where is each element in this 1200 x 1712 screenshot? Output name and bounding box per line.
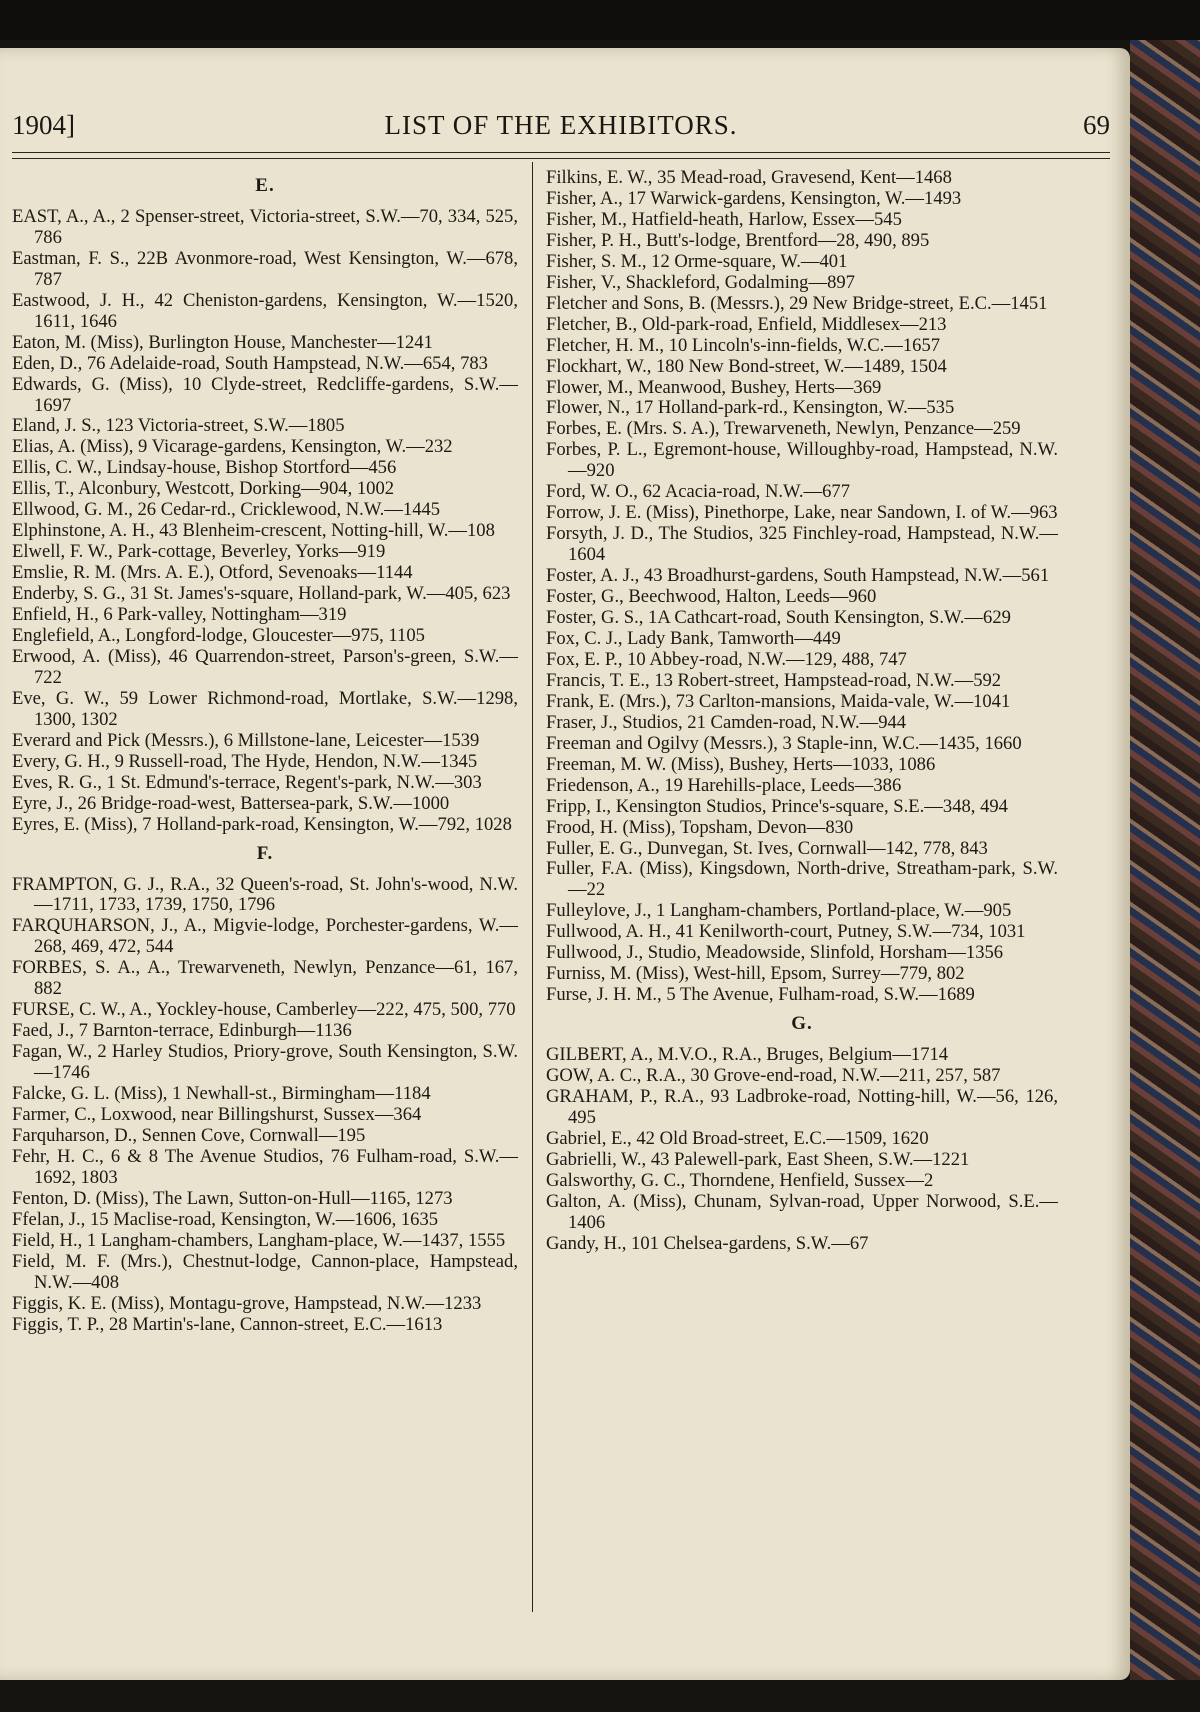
exhibitor-entry: Fuller, E. G., Dunvegan, St. Ives, Cornwall—142, 778, 843	[546, 837, 988, 859]
entries-e	[12, 207, 518, 836]
exhibitor-entry: FRAMPTON, G. J., R.A., 32 Queen's-road, St. John's-wood, N.W.—1711, 1733, 1739, 1750, 1796	[12, 873, 518, 916]
exhibitor-entry: Friedenson, A., 19 Harehills-place, Leeds—386	[546, 774, 902, 796]
right-column	[546, 168, 1058, 1255]
exhibitor-entry: Fullwood, A. H., 41 Kenilworth-court, Putney, S.W.—734, 1031	[546, 921, 1026, 943]
marbled-book-edge	[1130, 40, 1200, 1680]
exhibitor-entry: Ellis, T., Alconbury, Westcott, Dorking—904, 1002	[12, 478, 395, 500]
column-divider	[532, 162, 533, 1612]
exhibitor-entry: Freeman and Ogilvy (Messrs.), 3 Staple-inn, W.C.—1435, 1660	[546, 732, 1022, 754]
exhibitor-entry: Eland, J. S., 123 Victoria-street, S.W.—1805	[12, 415, 345, 437]
exhibitor-entry: GRAHAM, P., R.A., 93 Ladbroke-road, Notting-hill, W.—56, 126, 495	[546, 1085, 1058, 1128]
exhibitor-entry: Filkins, E. W., 35 Mead-road, Gravesend, Kent—1468	[546, 167, 952, 188]
exhibitor-entry: FURSE, C. W., A., Yockley-house, Camberley—222, 475, 500, 770	[12, 999, 516, 1021]
exhibitor-entry: Ellwood, G. M., 26 Cedar-rd., Cricklewood, N.W.—1445	[12, 499, 441, 521]
exhibitor-entry: Gabrielli, W., 43 Palewell-park, East Sheen, S.W.—1221	[546, 1148, 970, 1170]
section-heading-e: E.	[255, 175, 275, 196]
exhibitor-entry: Farquharson, D., Sennen Cove, Cornwall—195	[12, 1124, 366, 1146]
exhibitor-entry: Furniss, M. (Miss), West-hill, Epsom, Surrey—779, 802	[546, 963, 965, 985]
exhibitor-entry: Figgis, K. E. (Miss), Montagu-grove, Hampstead, N.W.—1233	[12, 1292, 482, 1314]
exhibitor-entry: Flockhart, W., 180 New Bond-street, W.—1489, 1504	[546, 355, 947, 377]
exhibitor-entry: Fisher, P. H., Butt's-lodge, Brentford—28, 490, 895	[546, 229, 930, 251]
exhibitor-entry: Flower, M., Meanwood, Bushey, Herts—369	[546, 376, 882, 398]
exhibitor-entry: Fisher, A., 17 Warwick-gardens, Kensington, W.—1493	[546, 187, 962, 209]
exhibitor-entry: Eden, D., 76 Adelaide-road, South Hampstead, N.W.—654, 783	[12, 352, 488, 374]
header-title: LIST OF THE EXHIBITORS.	[384, 110, 738, 140]
exhibitor-entry: Fuller, F.A. (Miss), Kingsdown, North-drive, Streatham-park, S.W.—22	[546, 858, 1058, 901]
exhibitor-entry: Faed, J., 7 Barnton-terrace, Edinburgh—1136	[12, 1020, 352, 1042]
exhibitor-entry: Ford, W. O., 62 Acacia-road, N.W.—677	[546, 481, 850, 503]
exhibitor-entry: FORBES, S. A., A., Trewarveneth, Newlyn, Penzance—61, 167, 882	[12, 957, 518, 1000]
exhibitor-entry: Fox, E. P., 10 Abbey-road, N.W.—129, 488, 747	[546, 648, 907, 670]
exhibitor-entry: Fulleylove, J., 1 Langham-chambers, Portland-place, W.—905	[546, 900, 1012, 922]
exhibitor-entry: Eyres, E. (Miss), 7 Holland-park-road, Kensington, W.—792, 1028	[12, 813, 512, 835]
exhibitor-entry: GILBERT, A., M.V.O., R.A., Bruges, Belgium—1714	[546, 1044, 949, 1066]
section-heading-g: G.	[791, 1013, 813, 1035]
exhibitor-entry: Francis, T. E., 13 Robert-street, Hampstead-road, N.W.—592	[546, 669, 1002, 691]
exhibitor-entry: Furse, J. H. M., 5 The Avenue, Fulham-road, S.W.—1689	[546, 984, 975, 1006]
exhibitor-entry: Forbes, P. L., Egremont-house, Willoughby-road, Hampstead, N.W.—920	[546, 439, 1058, 482]
header-year: 1904]	[12, 110, 75, 140]
exhibitor-entry: GOW, A. C., R.A., 30 Grove-end-road, N.W.—211, 257, 587	[546, 1065, 1001, 1087]
exhibitor-entry: Ffelan, J., 15 Maclise-road, Kensington, W.—1606, 1635	[12, 1208, 439, 1230]
exhibitor-entry: Farmer, C., Loxwood, near Billingshurst, Sussex—364	[12, 1103, 422, 1125]
exhibitor-entry: Galton, A. (Miss), Chunam, Sylvan-road, Upper Norwood, S.E.—1406	[546, 1190, 1058, 1233]
exhibitor-entry: Falcke, G. L. (Miss), 1 Newhall-st., Birmingham—1184	[12, 1083, 431, 1105]
exhibitor-entry: Fagan, W., 2 Harley Studios, Priory-grove, South Kensington, S.W.—1746	[12, 1041, 518, 1084]
exhibitor-entry: Field, M. F. (Mrs.), Chestnut-lodge, Cannon-place, Hampstead, N.W.—408	[12, 1250, 518, 1293]
exhibitor-entry: Fox, C. J., Lady Bank, Tamworth—449	[546, 627, 841, 649]
book-page	[0, 48, 1130, 1680]
entries-g	[546, 1045, 1058, 1255]
exhibitor-entry: Fletcher, H. M., 10 Lincoln's-inn-fields, W.C.—1657	[546, 334, 941, 356]
exhibitor-entry: Enderby, S. G., 31 St. James's-square, Holland-park, W.—405, 623	[12, 583, 511, 605]
section-heading-f: F.	[256, 842, 274, 864]
header-rule-secondary	[12, 158, 1110, 159]
exhibitor-entry: Foster, G. S., 1A Cathcart-road, South Kensington, S.W.—629	[546, 607, 1011, 629]
exhibitor-entry: Flower, N., 17 Holland-park-rd., Kensington, W.—535	[546, 397, 955, 419]
exhibitor-entry: Forrow, J. E. (Miss), Pinethorpe, Lake, near Sandown, I. of W.—963	[546, 502, 1058, 524]
exhibitor-entry: FARQUHARSON, J., A., Migvie-lodge, Porchester-gardens, W.—268, 469, 472, 544	[12, 915, 518, 958]
exhibitor-entry: EAST, A., A., 2 Spenser-street, Victoria-street, S.W.—70, 334, 525, 786	[12, 205, 518, 248]
exhibitor-entry: Enfield, H., 6 Park-valley, Nottingham—319	[12, 604, 347, 626]
exhibitor-entry: Forbes, E. (Mrs. S. A.), Trewarveneth, Newlyn, Penzance—259	[546, 418, 1021, 440]
exhibitor-entry: Fullwood, J., Studio, Meadowside, Slinfold, Horsham—1356	[546, 942, 1004, 964]
exhibitor-entry: Fripp, I., Kensington Studios, Prince's-square, S.E.—348, 494	[546, 795, 1008, 817]
exhibitor-entry: Englefield, A., Longford-lodge, Gloucester—975, 1105	[12, 625, 425, 647]
exhibitor-entry: Foster, A. J., 43 Broadhurst-gardens, South Hampstead, N.W.—561	[546, 565, 1050, 587]
exhibitor-entry: Fletcher, B., Old-park-road, Enfield, Middlesex—213	[546, 313, 947, 335]
entries-f	[12, 875, 518, 1336]
exhibitor-entry: Edwards, G. (Miss), 10 Clyde-street, Redcliffe-gardens, S.W.—1697	[12, 373, 518, 416]
exhibitor-entry: Elphinstone, A. H., 43 Blenheim-crescent, Notting-hill, W.—108	[12, 520, 495, 542]
exhibitor-entry: Erwood, A. (Miss), 46 Quarrendon-street, Parson's-green, S.W.—722	[12, 645, 518, 688]
exhibitor-entry: Elwell, F. W., Park-cottage, Beverley, Yorks—919	[12, 541, 386, 563]
exhibitor-entry: Field, H., 1 Langham-chambers, Langham-place, W.—1437, 1555	[12, 1229, 506, 1251]
exhibitor-entry: Eastman, F. S., 22B Avonmore-road, West Kensington, W.—678, 787	[12, 247, 518, 290]
exhibitor-entry: Ellis, C. W., Lindsay-house, Bishop Stortford—456	[12, 457, 397, 479]
exhibitor-entry: Eaton, M. (Miss), Burlington House, Manchester—1241	[12, 331, 433, 353]
exhibitor-entry: Fisher, S. M., 12 Orme-square, W.—401	[546, 250, 848, 272]
background-top	[0, 0, 1200, 40]
exhibitor-entry: Gabriel, E., 42 Old Broad-street, E.C.—1509, 1620	[546, 1127, 929, 1149]
exhibitor-entry: Fehr, H. C., 6 & 8 The Avenue Studios, 76 Fulham-road, S.W.—1692, 1803	[12, 1145, 518, 1188]
exhibitor-entry: Forsyth, J. D., The Studios, 325 Finchley-road, Hampstead, N.W.—1604	[546, 523, 1058, 566]
exhibitor-entry: Gandy, H., 101 Chelsea-gardens, S.W.—67	[546, 1232, 869, 1254]
exhibitor-entry: Eastwood, J. H., 42 Cheniston-gardens, Kensington, W.—1520, 1611, 1646	[12, 289, 518, 332]
exhibitor-entry: Fisher, M., Hatfield-heath, Harlow, Essex—545	[546, 208, 902, 230]
exhibitor-entry: Every, G. H., 9 Russell-road, The Hyde, Hendon, N.W.—1345	[12, 750, 478, 772]
exhibitor-entry: Eve, G. W., 59 Lower Richmond-road, Mortlake, S.W.—1298, 1300, 1302	[12, 687, 518, 730]
exhibitor-entry: Frood, H. (Miss), Topsham, Devon—830	[546, 816, 854, 838]
exhibitor-entry: Fletcher and Sons, B. (Messrs.), 29 New Bridge-street, E.C.—1451	[546, 292, 1048, 314]
exhibitor-entry: Freeman, M. W. (Miss), Bushey, Herts—1033, 1086	[546, 753, 936, 775]
exhibitor-entry: Emslie, R. M. (Mrs. A. E.), Otford, Sevenoaks—1144	[12, 562, 413, 584]
exhibitor-entry: Elias, A. (Miss), 9 Vicarage-gardens, Kensington, W.—232	[12, 436, 453, 458]
exhibitor-entry: Fisher, V., Shackleford, Godalming—897	[546, 271, 855, 293]
exhibitor-entry: Figgis, T. P., 28 Martin's-lane, Cannon-street, E.C.—1613	[12, 1313, 443, 1335]
exhibitor-entry: Frank, E. (Mrs.), 73 Carlton-mansions, Maida-vale, W.—1041	[546, 690, 1011, 712]
left-column	[12, 168, 518, 1335]
exhibitor-entry: Eyre, J., 26 Bridge-road-west, Battersea-park, S.W.—1000	[12, 792, 450, 814]
exhibitor-entry: Fraser, J., Studios, 21 Camden-road, N.W.—944	[546, 711, 907, 733]
exhibitor-entry: Everard and Pick (Messrs.), 6 Millstone-lane, Leicester—1539	[12, 729, 480, 751]
entries-f-continued	[546, 168, 1058, 1006]
page-number: 69	[1083, 110, 1110, 140]
exhibitor-entry: Foster, G., Beechwood, Halton, Leeds—960	[546, 586, 877, 608]
exhibitor-entry: Fenton, D. (Miss), The Lawn, Sutton-on-Hull—1165, 1273	[12, 1187, 453, 1209]
exhibitor-entry: Eves, R. G., 1 St. Edmund's-terrace, Regent's-park, N.W.—303	[12, 771, 482, 793]
header-rule	[12, 152, 1110, 153]
exhibitor-entry: Galsworthy, G. C., Thorndene, Henfield, Sussex—2	[546, 1169, 934, 1191]
page-header	[12, 110, 1110, 150]
